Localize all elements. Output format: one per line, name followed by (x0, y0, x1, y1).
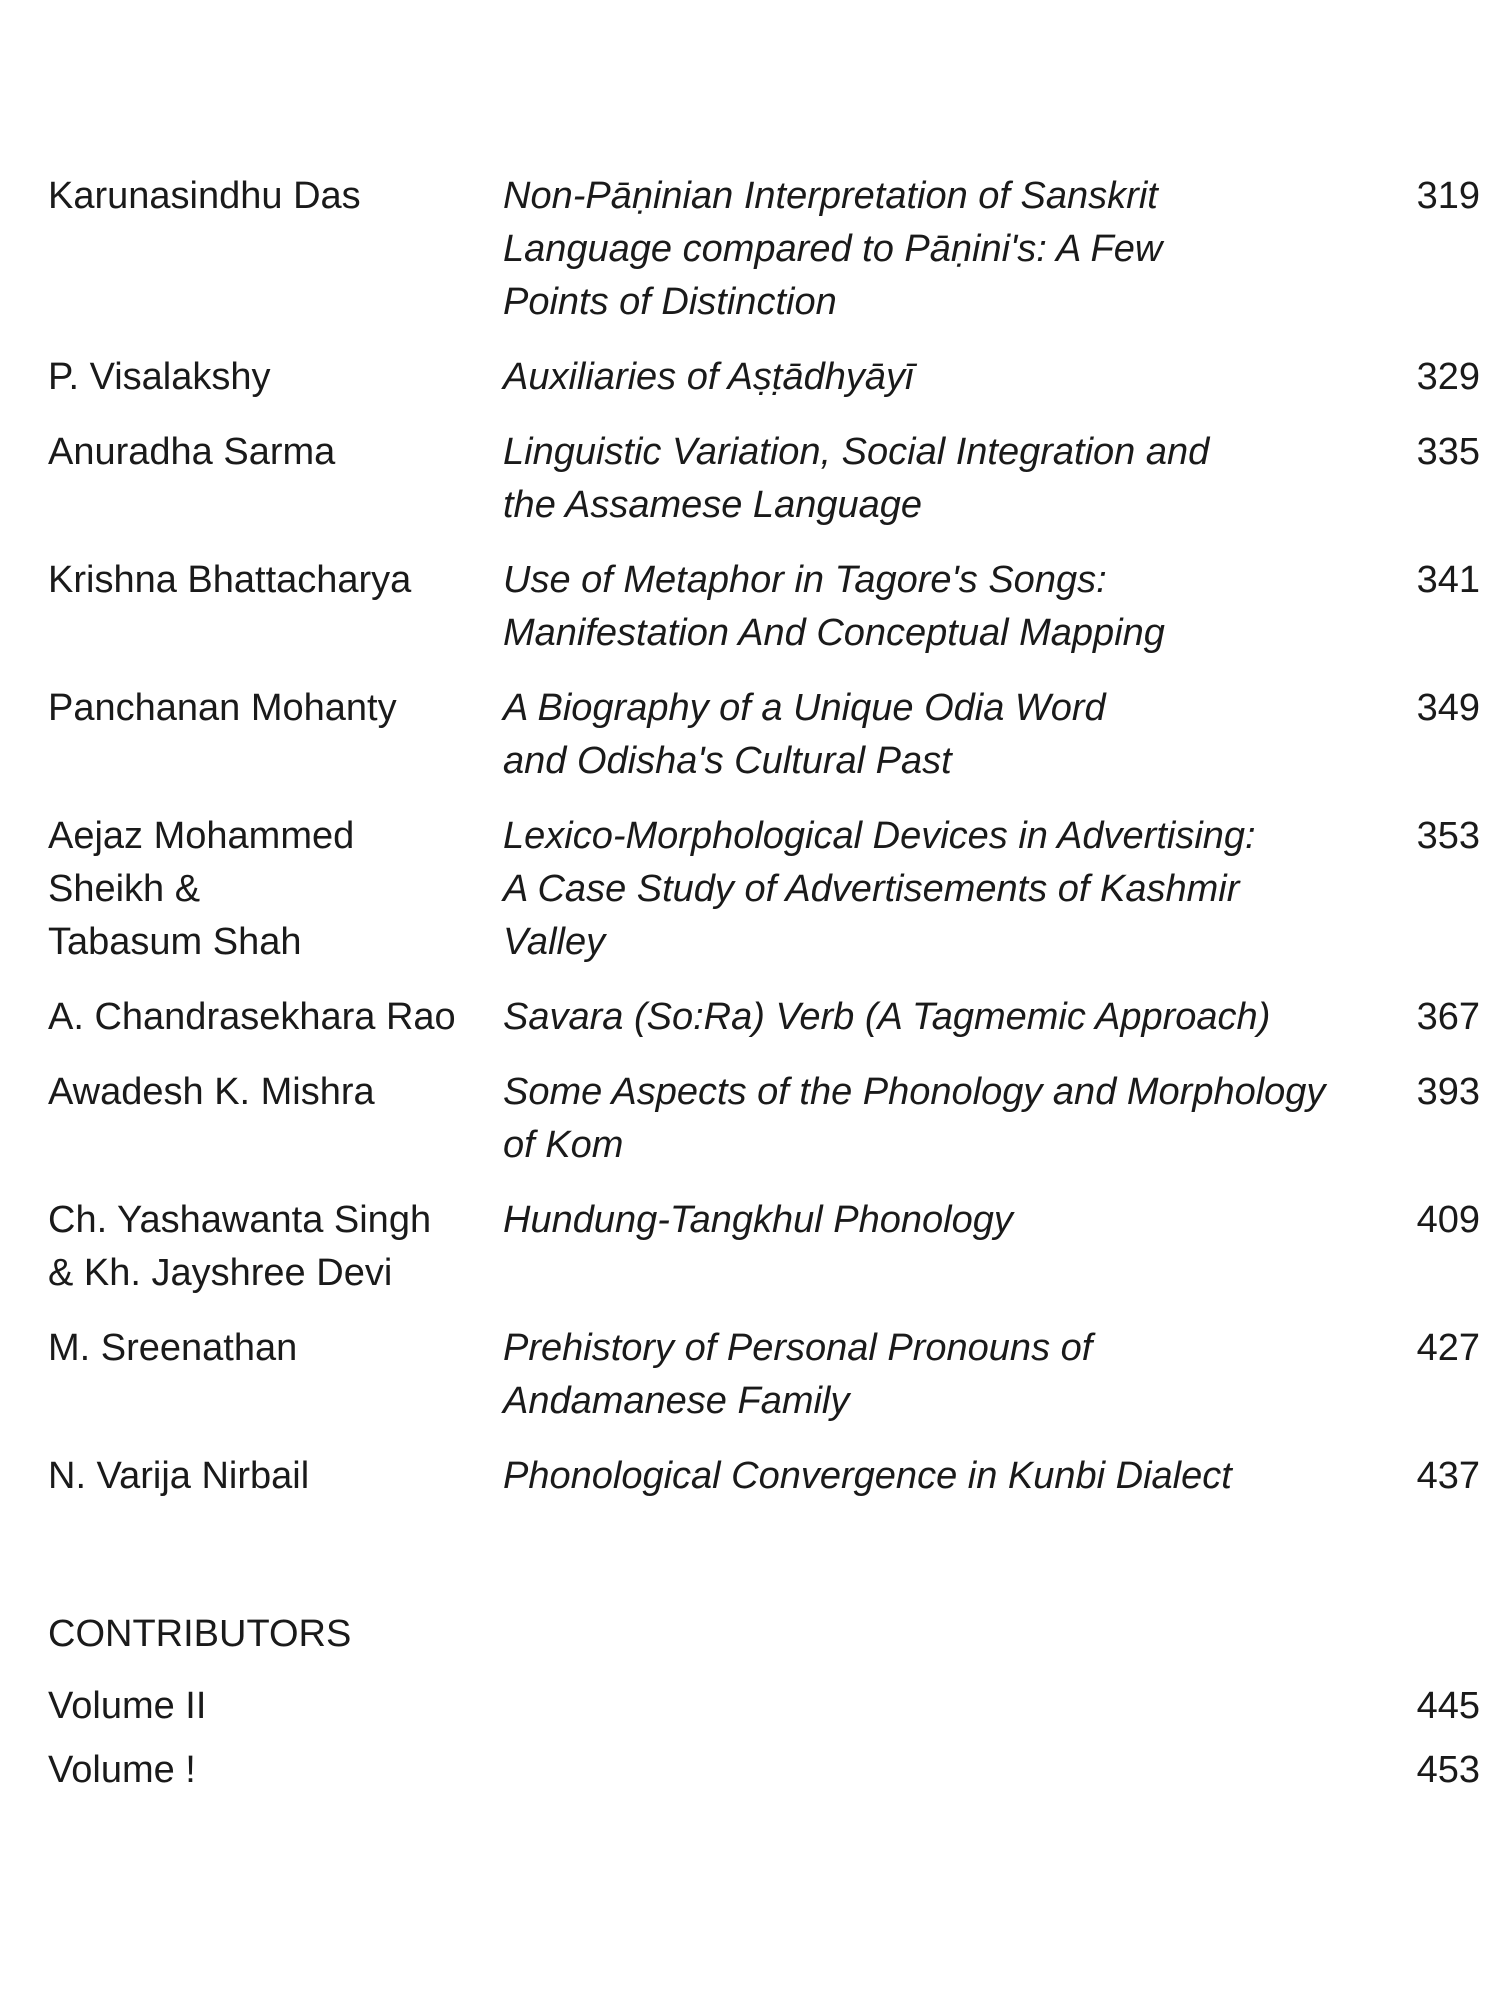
contributors-row (48, 1680, 1488, 1733)
toc-entry (48, 426, 1488, 532)
contributors-page-number: 453 (1416, 1749, 1480, 1791)
entry-author: Panchanan Mohanty (48, 687, 397, 729)
entry-page-number: 329 (1416, 356, 1480, 398)
entry-author: A. Chandrasekhara Rao (48, 996, 456, 1038)
entry-page-number: 349 (1416, 687, 1480, 729)
toc-entry (48, 170, 1488, 329)
entry-author: M. Sreenathan (48, 1327, 298, 1369)
entry-page-number: 393 (1416, 1071, 1480, 1113)
entry-page-number: 353 (1416, 815, 1480, 857)
entry-page-number: 335 (1416, 431, 1480, 473)
toc-entry (48, 682, 1488, 788)
entry-author: Aejaz Mohammed Sheikh & Tabasum Shah (48, 815, 355, 963)
toc-entry (48, 991, 1488, 1044)
entry-page-number: 341 (1416, 559, 1480, 601)
contributors-list (48, 1680, 1488, 1808)
entry-page-number: 427 (1416, 1327, 1480, 1369)
entry-title: A Biography of a Unique Odia Word and Odisha's Cultural Past (503, 687, 1106, 782)
entry-title: Auxiliaries of Aṣṭādhyāyī (503, 356, 914, 398)
toc-entry (48, 1194, 1488, 1300)
contributors-volume-label: Volume II (48, 1685, 207, 1727)
entry-author: P. Visalakshy (48, 356, 271, 398)
contributors-volume-label: Volume ! (48, 1749, 196, 1791)
entry-author: Anuradha Sarma (48, 431, 336, 473)
contributors-heading: CONTRIBUTORS (48, 1613, 352, 1655)
entry-title: Prehistory of Personal Pronouns of Andamanese Family (503, 1327, 1093, 1422)
entry-title: Lexico-Morphological Devices in Advertising: A Case Study of Advertisements of Kashmir Valley (503, 815, 1256, 963)
entry-author: Krishna Bhattacharya (48, 559, 412, 601)
contributors-page-number: 445 (1416, 1685, 1480, 1727)
entry-title: Savara (So:Ra) Verb (A Tagmemic Approach) (503, 996, 1271, 1038)
entry-title: Phonological Convergence in Kunbi Dialect (503, 1455, 1232, 1497)
entry-page-number: 437 (1416, 1455, 1480, 1497)
entry-page-number: 319 (1416, 175, 1480, 217)
toc-entry (48, 1322, 1488, 1428)
entry-title: Some Aspects of the Phonology and Morphology of Kom (503, 1071, 1326, 1166)
entry-author: Karunasindhu Das (48, 175, 361, 217)
toc-entry (48, 351, 1488, 404)
entry-title: Non-Pāṇinian Interpretation of Sanskrit Language compared to Pāṇini's: A Few Points of Distinction (503, 175, 1163, 323)
toc-entry (48, 1066, 1488, 1172)
entry-title: Hundung-Tangkhul Phonology (503, 1199, 1013, 1241)
toc-entry (48, 554, 1488, 660)
toc-entry (48, 810, 1488, 969)
entry-title: Use of Metaphor in Tagore's Songs: Manifestation And Conceptual Mapping (503, 559, 1165, 654)
table-of-contents (48, 170, 1488, 1525)
entry-title: Linguistic Variation, Social Integration and the Assamese Language (503, 431, 1210, 526)
entry-author: Awadesh K. Mishra (48, 1071, 375, 1113)
entry-page-number: 409 (1416, 1199, 1480, 1241)
entry-page-number: 367 (1416, 996, 1480, 1038)
entry-author: Ch. Yashawanta Singh & Kh. Jayshree Devi (48, 1199, 432, 1294)
toc-entry (48, 1450, 1488, 1503)
contributors-row (48, 1744, 1488, 1797)
entry-author: N. Varija Nirbail (48, 1455, 310, 1497)
